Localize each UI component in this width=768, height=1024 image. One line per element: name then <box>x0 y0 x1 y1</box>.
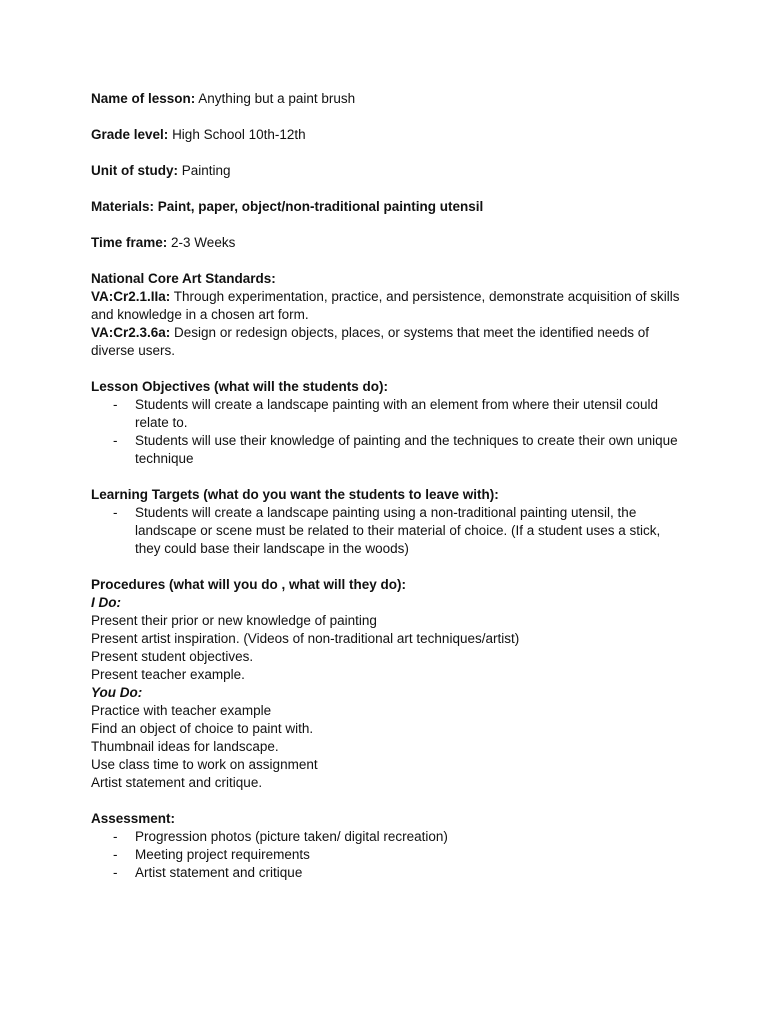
objective-item <box>91 396 681 432</box>
bullet-dash: - <box>113 397 118 412</box>
assessment-item <box>91 828 681 846</box>
bullet-dash: - <box>113 829 118 844</box>
assessment-item <box>91 846 681 864</box>
grade-level-label: Grade level: <box>91 127 169 142</box>
targets-heading: Learning Targets (what do you want the students to leave with): <box>91 487 499 502</box>
unit-label: Unit of study: <box>91 163 178 178</box>
objectives-heading: Lesson Objectives (what will the students do): <box>91 379 389 394</box>
timeframe-field <box>91 234 681 252</box>
lesson-name-value: Anything but a paint brush <box>198 91 356 106</box>
you-do-item: Practice with teacher example <box>91 703 272 718</box>
objective-item <box>91 432 681 468</box>
assessment-heading: Assessment: <box>91 811 176 826</box>
i-do-label: I Do: <box>91 595 121 610</box>
grade-level-value: High School 10th-12th <box>172 127 306 142</box>
assessment-text: Meeting project requirements <box>135 847 310 862</box>
standard-item <box>91 324 681 360</box>
timeframe-label: Time frame: <box>91 235 168 250</box>
unit-field <box>91 162 681 180</box>
standard-text: Design or redesign objects, places, or systems that meet the identified needs of diverse users. <box>91 325 650 358</box>
timeframe-value: 2-3 Weeks <box>171 235 236 250</box>
objective-text: Students will create a landscape painting with an element from where their utensil could relate to. <box>135 397 659 430</box>
standards-heading: National Core Art Standards: <box>91 271 276 286</box>
standard-code: VA:Cr2.1.IIa: <box>91 289 171 304</box>
assessment-item <box>91 864 681 882</box>
procedures-heading: Procedures (what will you do , what will they do): <box>91 577 407 592</box>
bullet-dash: - <box>113 505 118 520</box>
i-do-item: Present student objectives. <box>91 649 254 664</box>
objective-text: Students will use their knowledge of painting and the techniques to create their own unique technique <box>135 433 678 466</box>
standard-code: VA:Cr2.3.6a: <box>91 325 171 340</box>
i-do-item: Present teacher example. <box>91 667 245 682</box>
you-do-item: Thumbnail ideas for landscape. <box>91 739 279 754</box>
materials-field <box>91 198 681 216</box>
target-text: Students will create a landscape painting using a non-traditional painting utensil, the landscape or scene must be related to their material of choice. (If a student uses a stick, they could base their landscape in the woods) <box>135 505 661 556</box>
bullet-dash: - <box>113 847 118 862</box>
grade-level-field <box>91 126 681 144</box>
bullet-dash: - <box>113 865 118 880</box>
standard-text: Through experimentation, practice, and persistence, demonstrate acquisition of skills and knowledge in a chosen art form. <box>91 289 680 322</box>
you-do-item: Artist statement and critique. <box>91 775 263 790</box>
you-do-item: Use class time to work on assignment <box>91 757 318 772</box>
materials-label: Materials: Paint, paper, object/non-traditional painting utensil <box>91 199 484 214</box>
assessment-text: Artist statement and critique <box>135 865 303 880</box>
lesson-name-field <box>91 90 681 108</box>
unit-value: Painting <box>181 163 231 178</box>
target-item <box>91 504 681 558</box>
you-do-label: You Do: <box>91 685 143 700</box>
lesson-plan <box>91 90 681 882</box>
standard-item <box>91 288 681 324</box>
assessment-text: Progression photos (picture taken/ digital recreation) <box>135 829 448 844</box>
i-do-item: Present their prior or new knowledge of painting <box>91 613 377 628</box>
bullet-dash: - <box>113 433 118 448</box>
i-do-item: Present artist inspiration. (Videos of non-traditional art techniques/artist) <box>91 631 520 646</box>
you-do-item: Find an object of choice to paint with. <box>91 721 314 736</box>
lesson-name-label: Name of lesson: <box>91 91 196 106</box>
